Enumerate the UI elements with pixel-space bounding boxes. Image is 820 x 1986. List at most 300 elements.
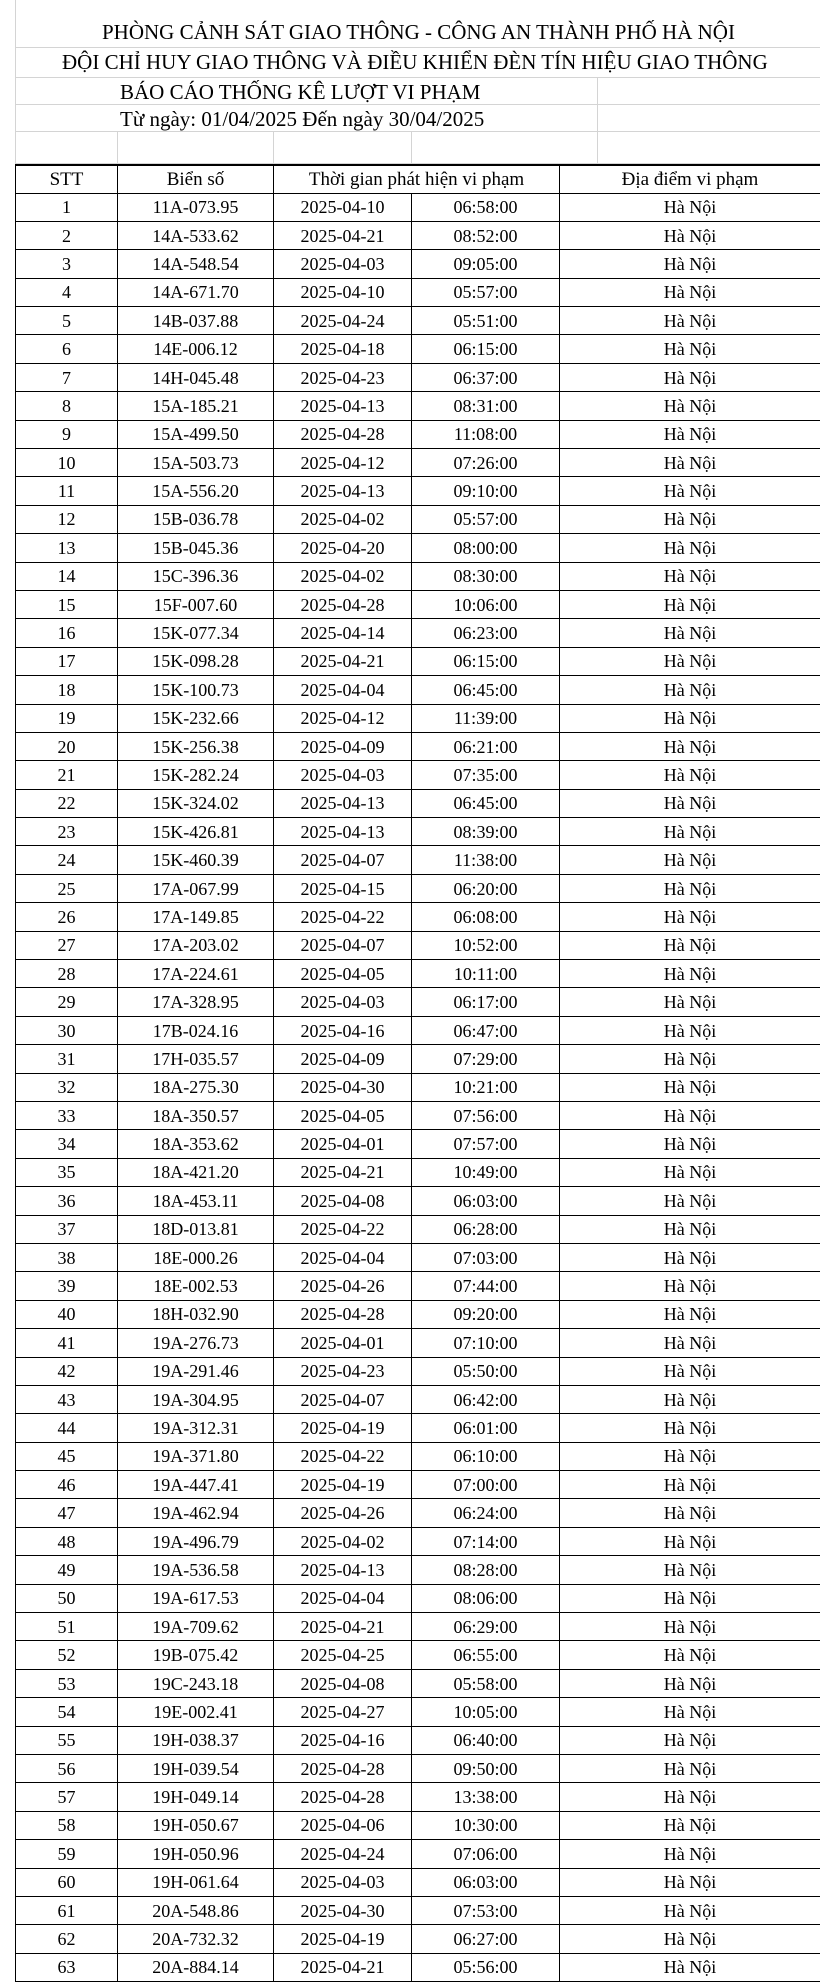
table-row	[16, 1073, 820, 1101]
cell-date: 2025-04-14	[274, 619, 412, 647]
cell-plate: 19C-243.18	[118, 1669, 274, 1697]
cell-location: Hà Nội	[560, 1300, 820, 1328]
table-row	[16, 1045, 820, 1073]
cell-date: 2025-04-01	[274, 1329, 412, 1357]
cell-plate: 15K-282.24	[118, 761, 274, 789]
cell-time: 06:29:00	[412, 1613, 560, 1641]
cell-location: Hà Nội	[560, 1925, 820, 1953]
cell-time: 10:05:00	[412, 1698, 560, 1726]
cell-stt: 51	[16, 1613, 118, 1641]
cell-date: 2025-04-27	[274, 1698, 412, 1726]
table-row	[16, 1754, 820, 1782]
cell-plate: 18A-421.20	[118, 1158, 274, 1186]
table-row	[16, 420, 820, 448]
cell-date: 2025-04-21	[274, 221, 412, 249]
cell-time: 05:57:00	[412, 278, 560, 306]
table-row	[16, 278, 820, 306]
cell-date: 2025-04-18	[274, 335, 412, 363]
cell-location: Hà Nội	[560, 1385, 820, 1413]
cell-plate: 15K-256.38	[118, 732, 274, 760]
table-row	[16, 1215, 820, 1243]
cell-time: 08:52:00	[412, 221, 560, 249]
cell-location: Hà Nội	[560, 931, 820, 959]
cell-plate: 15K-460.39	[118, 846, 274, 874]
table-row	[16, 363, 820, 391]
cell-stt: 19	[16, 704, 118, 732]
cell-date: 2025-04-01	[274, 1130, 412, 1158]
table-row	[16, 1329, 820, 1357]
table-row	[16, 619, 820, 647]
cell-location: Hà Nội	[560, 1840, 820, 1868]
col-header-location: Địa điểm vi phạm	[560, 165, 820, 193]
cell-plate: 19A-304.95	[118, 1385, 274, 1413]
table-row	[16, 1527, 820, 1555]
cell-plate: 15A-499.50	[118, 420, 274, 448]
cell-location: Hà Nội	[560, 1669, 820, 1697]
cell-time: 06:20:00	[412, 874, 560, 902]
cell-plate: 15K-232.66	[118, 704, 274, 732]
org-line-1: PHÒNG CẢNH SÁT GIAO THÔNG - CÔNG AN THÀNH PHỐ HÀ NỘI	[102, 20, 735, 44]
cell-date: 2025-04-09	[274, 732, 412, 760]
table-row	[16, 590, 820, 618]
cell-stt: 31	[16, 1045, 118, 1073]
cell-location: Hà Nội	[560, 1329, 820, 1357]
cell-time: 06:58:00	[412, 193, 560, 221]
cell-stt: 27	[16, 931, 118, 959]
cell-time: 07:35:00	[412, 761, 560, 789]
cell-plate: 14H-045.48	[118, 363, 274, 391]
table-row	[16, 1243, 820, 1271]
cell-plate: 15K-100.73	[118, 676, 274, 704]
cell-date: 2025-04-21	[274, 1953, 412, 1981]
cell-location: Hà Nội	[560, 505, 820, 533]
table-row	[16, 1925, 820, 1953]
cell-time: 08:30:00	[412, 562, 560, 590]
cell-stt: 13	[16, 534, 118, 562]
table-row	[16, 307, 820, 335]
cell-location: Hà Nội	[560, 1698, 820, 1726]
cell-plate: 18E-002.53	[118, 1272, 274, 1300]
cell-time: 07:00:00	[412, 1471, 560, 1499]
cell-stt: 53	[16, 1669, 118, 1697]
cell-plate: 17H-035.57	[118, 1045, 274, 1073]
cell-plate: 15K-426.81	[118, 818, 274, 846]
table-row	[16, 1471, 820, 1499]
table-row	[16, 1698, 820, 1726]
table-row	[16, 732, 820, 760]
cell-time: 06:37:00	[412, 363, 560, 391]
cell-location: Hà Nội	[560, 1045, 820, 1073]
cell-stt: 1	[16, 193, 118, 221]
cell-time: 06:47:00	[412, 1016, 560, 1044]
table-body	[16, 193, 820, 1982]
cell-time: 09:05:00	[412, 250, 560, 278]
table-row	[16, 1613, 820, 1641]
cell-stt: 5	[16, 307, 118, 335]
cell-location: Hà Nội	[560, 1896, 820, 1924]
cell-time: 10:52:00	[412, 931, 560, 959]
cell-location: Hà Nội	[560, 988, 820, 1016]
cell-stt: 36	[16, 1187, 118, 1215]
cell-location: Hà Nội	[560, 1499, 820, 1527]
cell-plate: 15C-396.36	[118, 562, 274, 590]
cell-time: 10:49:00	[412, 1158, 560, 1186]
cell-location: Hà Nội	[560, 1243, 820, 1271]
cell-plate: 19A-312.31	[118, 1414, 274, 1442]
cell-location: Hà Nội	[560, 420, 820, 448]
table-row	[16, 1300, 820, 1328]
cell-location: Hà Nội	[560, 1442, 820, 1470]
cell-stt: 23	[16, 818, 118, 846]
cell-plate: 14B-037.88	[118, 307, 274, 335]
table-row	[16, 1187, 820, 1215]
header-row-5	[15, 132, 820, 164]
cell-stt: 61	[16, 1896, 118, 1924]
cell-stt: 41	[16, 1329, 118, 1357]
cell-date: 2025-04-20	[274, 534, 412, 562]
table-row	[16, 1641, 820, 1669]
cell-stt: 29	[16, 988, 118, 1016]
grid-line	[597, 78, 598, 164]
cell-date: 2025-04-13	[274, 1556, 412, 1584]
cell-location: Hà Nội	[560, 392, 820, 420]
cell-time: 07:53:00	[412, 1896, 560, 1924]
cell-time: 06:45:00	[412, 789, 560, 817]
cell-stt: 44	[16, 1414, 118, 1442]
cell-date: 2025-04-05	[274, 960, 412, 988]
cell-stt: 45	[16, 1442, 118, 1470]
cell-time: 05:57:00	[412, 505, 560, 533]
cell-plate: 19H-038.37	[118, 1726, 274, 1754]
cell-plate: 15K-324.02	[118, 789, 274, 817]
cell-location: Hà Nội	[560, 477, 820, 505]
cell-location: Hà Nội	[560, 1527, 820, 1555]
table-row	[16, 1584, 820, 1612]
cell-location: Hà Nội	[560, 874, 820, 902]
cell-plate: 15K-098.28	[118, 647, 274, 675]
cell-stt: 3	[16, 250, 118, 278]
grid-line	[411, 132, 412, 164]
cell-location: Hà Nội	[560, 903, 820, 931]
cell-plate: 18H-032.90	[118, 1300, 274, 1328]
table-row	[16, 1896, 820, 1924]
cell-time: 06:15:00	[412, 647, 560, 675]
cell-plate: 20A-732.32	[118, 1925, 274, 1953]
cell-date: 2025-04-28	[274, 1300, 412, 1328]
cell-time: 06:45:00	[412, 676, 560, 704]
table-row	[16, 1783, 820, 1811]
cell-plate: 19A-536.58	[118, 1556, 274, 1584]
cell-date: 2025-04-28	[274, 590, 412, 618]
cell-plate: 17A-203.02	[118, 931, 274, 959]
cell-stt: 59	[16, 1840, 118, 1868]
cell-stt: 14	[16, 562, 118, 590]
cell-location: Hà Nội	[560, 1811, 820, 1839]
cell-location: Hà Nội	[560, 1102, 820, 1130]
cell-stt: 12	[16, 505, 118, 533]
cell-time: 06:15:00	[412, 335, 560, 363]
cell-time: 13:38:00	[412, 1783, 560, 1811]
cell-time: 10:06:00	[412, 590, 560, 618]
cell-date: 2025-04-04	[274, 1584, 412, 1612]
cell-plate: 14A-671.70	[118, 278, 274, 306]
cell-stt: 63	[16, 1953, 118, 1981]
cell-stt: 62	[16, 1925, 118, 1953]
cell-stt: 46	[16, 1471, 118, 1499]
table-row	[16, 1385, 820, 1413]
cell-stt: 15	[16, 590, 118, 618]
table-row	[16, 1953, 820, 1981]
cell-date: 2025-04-21	[274, 1158, 412, 1186]
cell-date: 2025-04-08	[274, 1187, 412, 1215]
cell-stt: 54	[16, 1698, 118, 1726]
cell-plate: 19A-709.62	[118, 1613, 274, 1641]
cell-stt: 24	[16, 846, 118, 874]
cell-date: 2025-04-22	[274, 903, 412, 931]
cell-location: Hà Nội	[560, 1414, 820, 1442]
cell-plate: 19A-276.73	[118, 1329, 274, 1357]
table-row	[16, 704, 820, 732]
cell-stt: 34	[16, 1130, 118, 1158]
table-row	[16, 988, 820, 1016]
cell-location: Hà Nội	[560, 193, 820, 221]
cell-date: 2025-04-28	[274, 1783, 412, 1811]
table-row	[16, 1868, 820, 1896]
table-row	[16, 1442, 820, 1470]
cell-location: Hà Nội	[560, 1754, 820, 1782]
table-row	[16, 221, 820, 249]
cell-time: 09:10:00	[412, 477, 560, 505]
cell-date: 2025-04-21	[274, 1613, 412, 1641]
cell-time: 07:14:00	[412, 1527, 560, 1555]
cell-plate: 17A-149.85	[118, 903, 274, 931]
table-row	[16, 846, 820, 874]
cell-plate: 17B-024.16	[118, 1016, 274, 1044]
cell-time: 07:06:00	[412, 1840, 560, 1868]
cell-stt: 17	[16, 647, 118, 675]
cell-time: 06:17:00	[412, 988, 560, 1016]
cell-date: 2025-04-07	[274, 1385, 412, 1413]
table-row	[16, 477, 820, 505]
cell-plate: 19H-039.54	[118, 1754, 274, 1782]
table-row	[16, 250, 820, 278]
cell-stt: 40	[16, 1300, 118, 1328]
cell-stt: 7	[16, 363, 118, 391]
cell-time: 07:10:00	[412, 1329, 560, 1357]
table-row	[16, 789, 820, 817]
cell-date: 2025-04-02	[274, 562, 412, 590]
cell-time: 06:42:00	[412, 1385, 560, 1413]
cell-time: 05:58:00	[412, 1669, 560, 1697]
cell-stt: 55	[16, 1726, 118, 1754]
cell-plate: 19H-061.64	[118, 1868, 274, 1896]
table-row	[16, 1414, 820, 1442]
table-row	[16, 1357, 820, 1385]
cell-stt: 9	[16, 420, 118, 448]
table-row	[16, 903, 820, 931]
cell-time: 07:57:00	[412, 1130, 560, 1158]
cell-plate: 14E-006.12	[118, 335, 274, 363]
cell-plate: 19A-447.41	[118, 1471, 274, 1499]
table-row	[16, 335, 820, 363]
table-row	[16, 647, 820, 675]
cell-location: Hà Nội	[560, 704, 820, 732]
cell-location: Hà Nội	[560, 789, 820, 817]
cell-stt: 35	[16, 1158, 118, 1186]
cell-location: Hà Nội	[560, 1726, 820, 1754]
cell-stt: 8	[16, 392, 118, 420]
table-row	[16, 1499, 820, 1527]
cell-date: 2025-04-22	[274, 1215, 412, 1243]
cell-location: Hà Nội	[560, 761, 820, 789]
cell-date: 2025-04-19	[274, 1925, 412, 1953]
cell-location: Hà Nội	[560, 1158, 820, 1186]
cell-date: 2025-04-28	[274, 1754, 412, 1782]
cell-date: 2025-04-19	[274, 1471, 412, 1499]
cell-location: Hà Nội	[560, 960, 820, 988]
grid-line	[15, 0, 16, 15]
cell-location: Hà Nội	[560, 1584, 820, 1612]
col-header-time: Thời gian phát hiện vi phạm	[274, 165, 560, 193]
cell-time: 06:21:00	[412, 732, 560, 760]
cell-time: 08:00:00	[412, 534, 560, 562]
cell-location: Hà Nội	[560, 1783, 820, 1811]
cell-time: 06:03:00	[412, 1868, 560, 1896]
cell-stt: 2	[16, 221, 118, 249]
cell-plate: 19A-291.46	[118, 1357, 274, 1385]
cell-time: 08:31:00	[412, 392, 560, 420]
cell-stt: 52	[16, 1641, 118, 1669]
cell-stt: 56	[16, 1754, 118, 1782]
cell-date: 2025-04-21	[274, 647, 412, 675]
cell-time: 09:20:00	[412, 1300, 560, 1328]
cell-plate: 18A-353.62	[118, 1130, 274, 1158]
cell-date: 2025-04-13	[274, 789, 412, 817]
cell-time: 06:01:00	[412, 1414, 560, 1442]
cell-date: 2025-04-12	[274, 704, 412, 732]
cell-stt: 48	[16, 1527, 118, 1555]
cell-time: 09:50:00	[412, 1754, 560, 1782]
cell-date: 2025-04-24	[274, 1840, 412, 1868]
table-row	[16, 449, 820, 477]
table-row	[16, 1556, 820, 1584]
cell-time: 06:10:00	[412, 1442, 560, 1470]
cell-date: 2025-04-05	[274, 1102, 412, 1130]
cell-plate: 19A-371.80	[118, 1442, 274, 1470]
cell-time: 08:28:00	[412, 1556, 560, 1584]
cell-location: Hà Nội	[560, 846, 820, 874]
cell-date: 2025-04-02	[274, 505, 412, 533]
cell-location: Hà Nội	[560, 1953, 820, 1981]
cell-plate: 19A-462.94	[118, 1499, 274, 1527]
table-row	[16, 761, 820, 789]
col-header-plate: Biển số	[118, 165, 274, 193]
cell-time: 07:56:00	[412, 1102, 560, 1130]
cell-plate: 19H-050.96	[118, 1840, 274, 1868]
cell-plate: 20A-548.86	[118, 1896, 274, 1924]
cell-date: 2025-04-08	[274, 1669, 412, 1697]
cell-location: Hà Nội	[560, 1016, 820, 1044]
cell-date: 2025-04-23	[274, 1357, 412, 1385]
cell-stt: 21	[16, 761, 118, 789]
cell-stt: 18	[16, 676, 118, 704]
cell-stt: 10	[16, 449, 118, 477]
cell-plate: 18E-000.26	[118, 1243, 274, 1271]
cell-location: Hà Nội	[560, 221, 820, 249]
cell-date: 2025-04-26	[274, 1499, 412, 1527]
cell-plate: 18A-275.30	[118, 1073, 274, 1101]
cell-date: 2025-04-30	[274, 1073, 412, 1101]
cell-date: 2025-04-13	[274, 392, 412, 420]
cell-date: 2025-04-13	[274, 818, 412, 846]
cell-plate: 11A-073.95	[118, 193, 274, 221]
cell-date: 2025-04-03	[274, 988, 412, 1016]
cell-plate: 14A-548.54	[118, 250, 274, 278]
cell-date: 2025-04-09	[274, 1045, 412, 1073]
table-row	[16, 193, 820, 221]
cell-stt: 37	[16, 1215, 118, 1243]
cell-time: 07:29:00	[412, 1045, 560, 1073]
cell-date: 2025-04-30	[274, 1896, 412, 1924]
cell-location: Hà Nội	[560, 1471, 820, 1499]
cell-date: 2025-04-03	[274, 761, 412, 789]
cell-stt: 6	[16, 335, 118, 363]
cell-date: 2025-04-13	[274, 477, 412, 505]
cell-date: 2025-04-02	[274, 1527, 412, 1555]
cell-date: 2025-04-26	[274, 1272, 412, 1300]
table-row	[16, 505, 820, 533]
cell-date: 2025-04-15	[274, 874, 412, 902]
cell-stt: 43	[16, 1385, 118, 1413]
cell-stt: 16	[16, 619, 118, 647]
table-row	[16, 931, 820, 959]
cell-date: 2025-04-04	[274, 1243, 412, 1271]
cell-plate: 17A-067.99	[118, 874, 274, 902]
cell-stt: 50	[16, 1584, 118, 1612]
cell-time: 06:40:00	[412, 1726, 560, 1754]
cell-location: Hà Nội	[560, 562, 820, 590]
table-row	[16, 1811, 820, 1839]
cell-date: 2025-04-07	[274, 846, 412, 874]
cell-location: Hà Nội	[560, 449, 820, 477]
cell-stt: 22	[16, 789, 118, 817]
cell-plate: 15A-556.20	[118, 477, 274, 505]
cell-time: 06:03:00	[412, 1187, 560, 1215]
cell-plate: 15A-185.21	[118, 392, 274, 420]
cell-stt: 4	[16, 278, 118, 306]
cell-stt: 58	[16, 1811, 118, 1839]
cell-location: Hà Nội	[560, 1641, 820, 1669]
cell-date: 2025-04-03	[274, 1868, 412, 1896]
cell-location: Hà Nội	[560, 676, 820, 704]
table-row	[16, 818, 820, 846]
cell-time: 08:06:00	[412, 1584, 560, 1612]
cell-date: 2025-04-23	[274, 363, 412, 391]
cell-time: 05:51:00	[412, 307, 560, 335]
cell-time: 06:27:00	[412, 1925, 560, 1953]
cell-date: 2025-04-28	[274, 420, 412, 448]
cell-stt: 20	[16, 732, 118, 760]
cell-plate: 17A-328.95	[118, 988, 274, 1016]
cell-time: 07:44:00	[412, 1272, 560, 1300]
cell-location: Hà Nội	[560, 1073, 820, 1101]
cell-plate: 19A-496.79	[118, 1527, 274, 1555]
cell-plate: 19H-050.67	[118, 1811, 274, 1839]
cell-location: Hà Nội	[560, 307, 820, 335]
table-row	[16, 874, 820, 902]
cell-plate: 18A-453.11	[118, 1187, 274, 1215]
table-row	[16, 1669, 820, 1697]
